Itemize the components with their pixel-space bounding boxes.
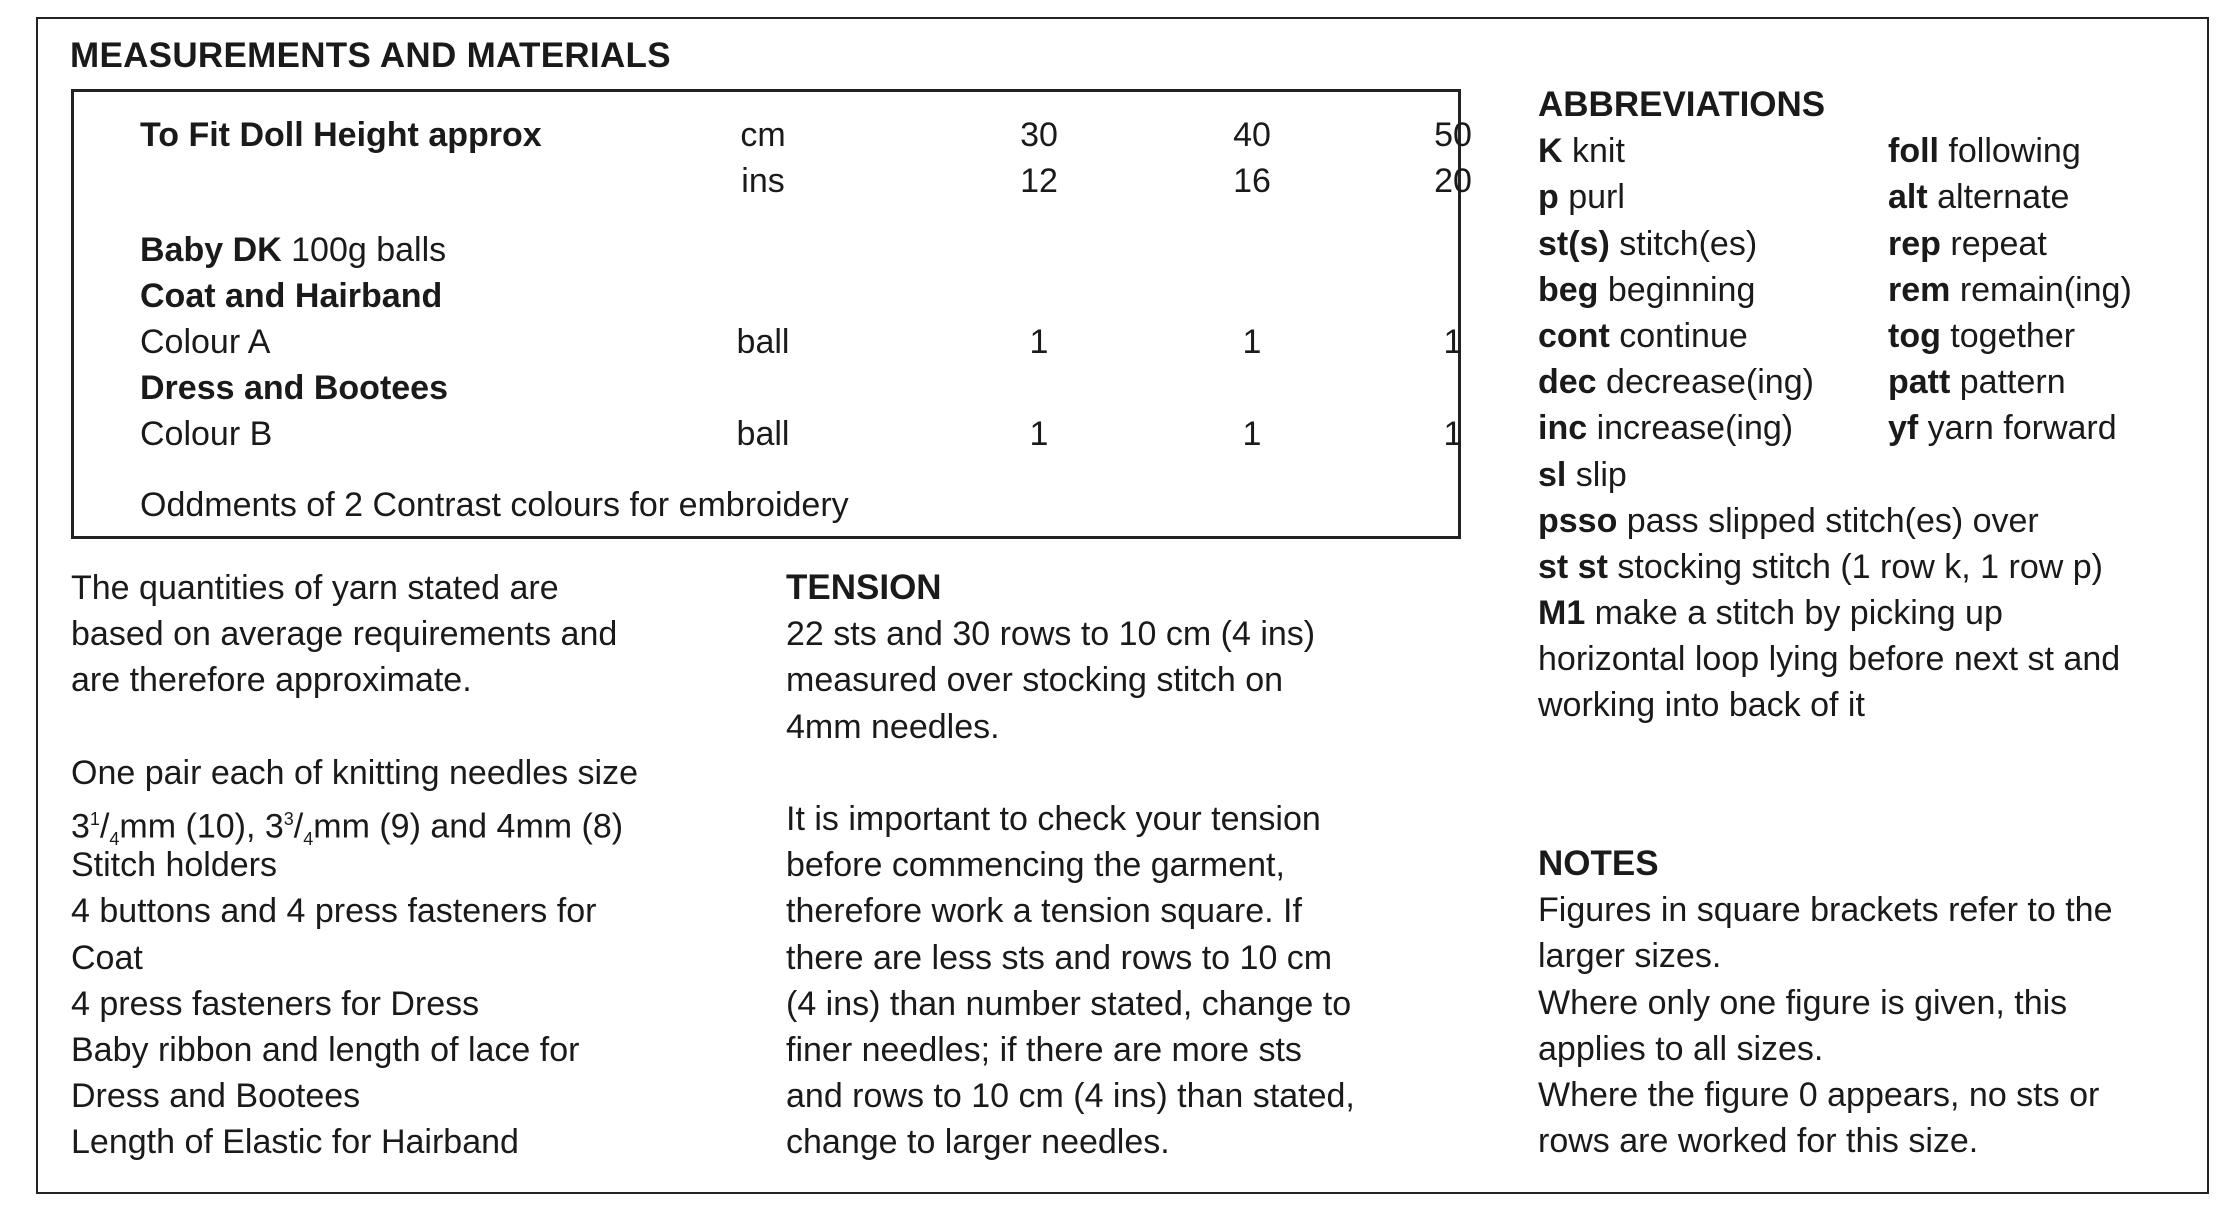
- list-item: [1538, 405, 2198, 451]
- text-line: Coat: [71, 938, 143, 977]
- text-line: finer needles; if there are more sts: [786, 1030, 1302, 1069]
- abbr-term: rep: [1888, 224, 1941, 263]
- text-line: Length of Elastic for Hairband: [71, 1123, 519, 1162]
- abbr-term: p: [1538, 178, 1559, 217]
- size-value: 16: [1233, 162, 1271, 200]
- yarn-type: Baby DK: [140, 231, 282, 269]
- text-line: and rows to 10 cm (4 ins) than stated,: [786, 1077, 1355, 1116]
- abbr-meaning: pass slipped stitch(es) over: [1617, 501, 2039, 540]
- text-line: Baby ribbon and length of lace for: [71, 1030, 580, 1069]
- materials-table: [71, 89, 1472, 539]
- abbr-meaning: stocking stitch (1 row k, 1 row p): [1607, 547, 2103, 586]
- size-value: 1: [1242, 323, 1262, 361]
- text-line: change to larger needles.: [786, 1123, 1170, 1162]
- size-value: 1: [1029, 415, 1049, 453]
- list-item: [1538, 359, 2198, 405]
- abbr-meaning: purl: [1558, 178, 1625, 217]
- text-line: there are less sts and rows to 10 cm: [786, 938, 1333, 977]
- size-value: 12: [1020, 162, 1058, 200]
- abbr-meaning: decrease(ing): [1596, 363, 1814, 402]
- size-value: 30: [1020, 116, 1058, 154]
- list-item: [1538, 174, 2198, 220]
- abbr-term: inc: [1538, 409, 1588, 448]
- abbr-term: alt: [1888, 178, 1928, 217]
- row-unit: ball: [736, 323, 790, 361]
- yarn-weight: 100g balls: [281, 231, 447, 269]
- size-value: 1: [1443, 415, 1463, 453]
- text-line: Figures in square brackets refer to the: [1538, 891, 2113, 930]
- row-label: Colour B: [140, 415, 273, 453]
- text-line: therefore work a tension square. If: [786, 892, 1302, 931]
- abbr-term: rem: [1888, 270, 1951, 309]
- needle-sizes: $3^1/_4mm$ (10), $3^3/_4mm$ (9) and 4mm (8): [71, 807, 624, 850]
- size-value: 50: [1434, 116, 1472, 154]
- abbr-term: M1: [1538, 594, 1586, 633]
- abbr-term: tog: [1888, 316, 1941, 355]
- abbr-meaning: alternate: [1927, 178, 2070, 217]
- notes-heading: NOTES: [1538, 844, 1659, 883]
- table-row: [74, 365, 1458, 411]
- abbreviations-section: [1538, 82, 2198, 729]
- text-line: larger sizes.: [1538, 937, 1722, 976]
- tension-heading: TENSION: [786, 568, 942, 607]
- abbr-meaning: following: [1938, 132, 2081, 171]
- table-row: [74, 273, 1458, 319]
- text-line: It is important to check your tension: [786, 799, 1321, 838]
- text-line: before commencing the garment,: [786, 846, 1285, 885]
- size-value: 1: [1242, 415, 1262, 453]
- list-item: [1538, 267, 2198, 313]
- table-row: [74, 411, 1463, 457]
- text-line: 4 buttons and 4 press fasteners for: [71, 892, 597, 931]
- table-row: [74, 482, 1458, 528]
- abbr-meaning: beginning: [1598, 270, 1756, 309]
- abbr-meaning: stitch(es): [1609, 224, 1758, 263]
- notes-section: [1538, 841, 2113, 1164]
- abbr-term: st st: [1538, 547, 1608, 586]
- oddments-note: Oddments of 2 Contrast colours for embroidery: [140, 486, 849, 524]
- materials-notes: [71, 565, 638, 1165]
- text-line: 22 sts and 30 rows to 10 cm (4 ins): [786, 615, 1316, 654]
- text-line: are therefore approximate.: [71, 661, 472, 700]
- list-item: [1538, 498, 2198, 544]
- row-unit: cm: [740, 116, 786, 154]
- text-line: horizontal loop lying before next st and: [1538, 640, 2121, 679]
- abbr-term: beg: [1538, 270, 1599, 309]
- abbr-term: foll: [1888, 132, 1939, 171]
- text-line: 4 press fasteners for Dress: [71, 984, 480, 1023]
- text-line: Dress and Bootees: [71, 1077, 361, 1116]
- abbr-meaning: knit: [1562, 132, 1625, 171]
- abbr-term: sl: [1538, 455, 1567, 494]
- size-value: 1: [1443, 323, 1463, 361]
- abbr-meaning: remain(ing): [1950, 270, 2132, 309]
- row-unit: ball: [736, 415, 790, 453]
- list-item: [1538, 544, 2198, 590]
- table-row: [74, 319, 1463, 365]
- list-item: [1538, 452, 2198, 498]
- abbr-term: cont: [1538, 316, 1610, 355]
- abbreviations-list: [1538, 128, 2198, 728]
- text-line: One pair each of knitting needles size: [71, 753, 639, 792]
- table-row: [74, 112, 1472, 158]
- list-item: [1538, 221, 2198, 267]
- abbr-term: patt: [1888, 363, 1951, 402]
- text-line: The quantities of yarn stated are: [71, 569, 559, 607]
- text-line: Where only one figure is given, this: [1538, 983, 2068, 1022]
- abbreviations-heading: ABBREVIATIONS: [1538, 85, 1826, 124]
- text-line: applies to all sizes.: [1538, 1029, 1824, 1068]
- section-title-measurements: MEASUREMENTS AND MATERIALS: [70, 36, 671, 75]
- abbr-term: st(s): [1538, 224, 1610, 263]
- size-value: 40: [1233, 116, 1271, 154]
- abbr-term: yf: [1888, 409, 1919, 448]
- row-label: Coat and Hairband: [140, 277, 443, 315]
- abbr-meaning: repeat: [1940, 224, 2047, 263]
- list-item: [1538, 590, 2198, 636]
- row-label: To Fit Doll Height approx: [140, 116, 542, 154]
- text-line: (4 ins) than number stated, change to: [786, 984, 1352, 1023]
- abbr-term: psso: [1538, 501, 1618, 540]
- abbr-meaning: continue: [1609, 316, 1748, 355]
- text-line: working into back of it: [1538, 686, 1865, 725]
- table-row: [74, 227, 1458, 273]
- abbr-meaning: together: [1940, 316, 2076, 355]
- abbr-meaning: yarn forward: [1918, 409, 2117, 448]
- text-line: 4mm needles.: [786, 707, 1000, 746]
- abbr-meaning: pattern: [1950, 363, 2066, 402]
- row-unit: ins: [741, 162, 785, 200]
- text-line: Stitch holders: [71, 846, 277, 885]
- abbr-meaning: make a stitch by picking up: [1585, 594, 2003, 633]
- list-item: [1538, 128, 2198, 174]
- text-line: measured over stocking stitch on: [786, 661, 1284, 700]
- text-line: rows are worked for this size.: [1538, 1122, 1979, 1161]
- text-line: Where the figure 0 appears, no sts or: [1538, 1075, 2100, 1114]
- size-value: 1: [1029, 323, 1049, 361]
- abbr-term: dec: [1538, 363, 1597, 402]
- row-label: Dress and Bootees: [140, 369, 448, 407]
- size-value: 20: [1434, 162, 1472, 200]
- abbr-term: K: [1538, 132, 1563, 171]
- table-row: [74, 158, 1472, 204]
- abbr-meaning: increase(ing): [1587, 409, 1794, 448]
- list-item: [1538, 313, 2198, 359]
- abbr-meaning: slip: [1566, 455, 1627, 494]
- tension-section: [786, 565, 1355, 1165]
- row-label: Colour A: [140, 323, 271, 361]
- text-line: based on average requirements and: [71, 615, 618, 654]
- row-label: [140, 227, 446, 273]
